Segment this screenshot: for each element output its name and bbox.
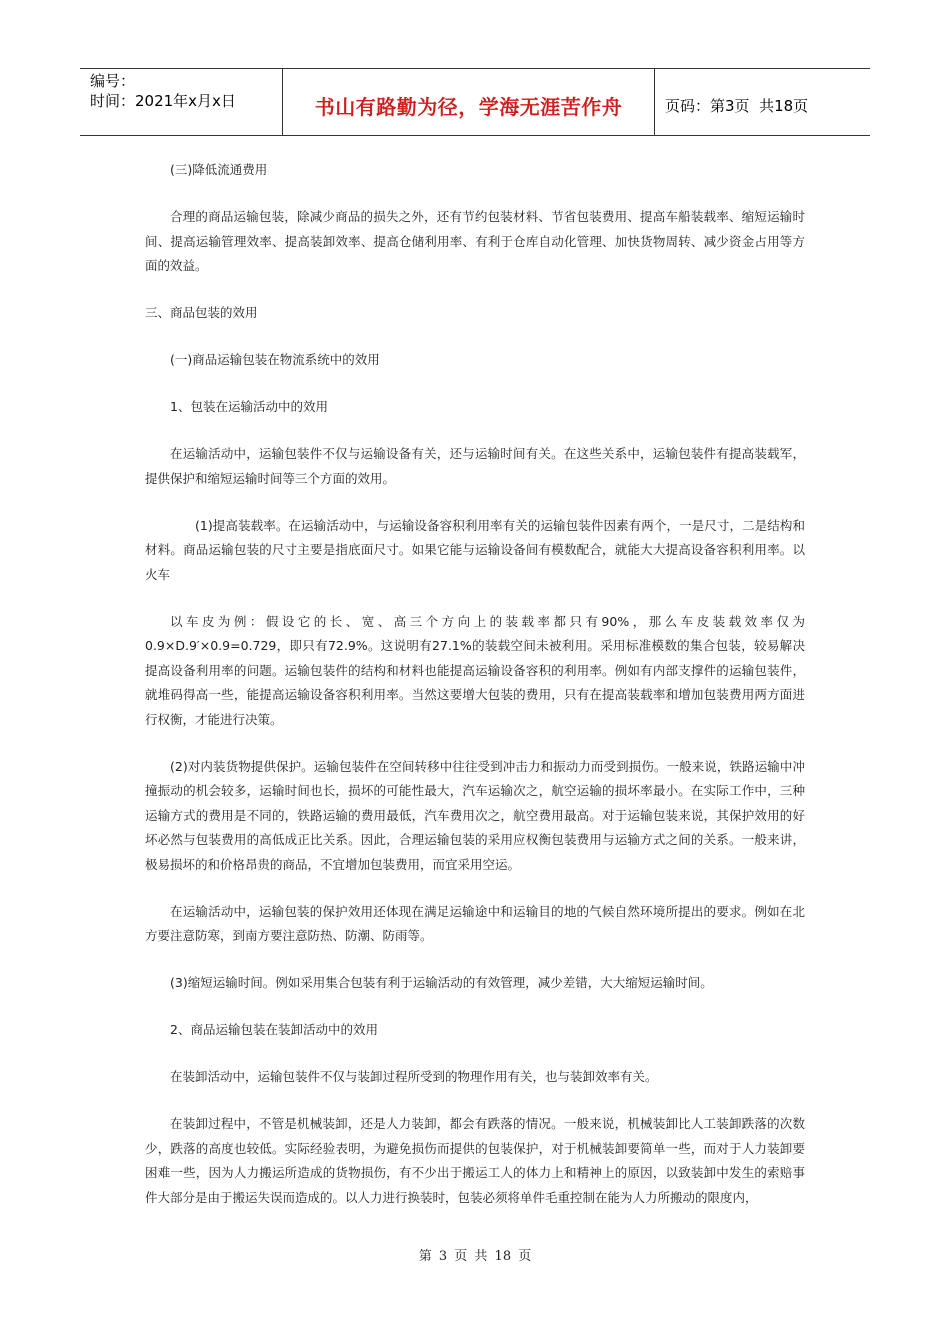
body-paragraph: (2)对内装货物提供保护。运输包装件在空间转移中往往受到冲击力和振动力而受到损伤。一般来说，铁路运输中冲撞振动的机会较多，运输时间也长，损坏的可能性最大，汽车运输次之，航空运输的损坏率最小。在实际工作中，三种运输方式的费用是不同的，铁路运输的费用最低，汽车费用次之，航空费用最高。对于运输包装来说，其保护效用的好坏必然与包装费用的高低成正比关系。因此，合理运输包装的采用应权衡包装费用与运输方式之间的关系。一般来讲，极易损坏的和价格昂贵的商品，不宜增加包装费用，而宜采用空运。 (145, 758, 805, 872)
document-body (145, 158, 805, 1233)
body-paragraph: 以车皮为例：假设它的长、宽、高三个方向上的装载率都只有90%，那么车皮装载效率仅为0.9×D.9′×0.9=0.729，即只有72.9%。这说明有27.1%的装载空间未被利用。采用标准模数的集合包装，较易解决提高设备利用率的问题。运输包装件的结构和材料也能提高运输设备容积的利用率。例如有内部支撑件的运输包装件，就堆码得高一些，能提高运输设备容积利用率。当然这要增大包装的费用，只有在提高装载率和增加包装费用两方面进行权衡，才能进行决策。 (145, 613, 805, 727)
body-paragraph: 在装卸活动中，运输包装件不仅与装卸过程所受到的物理作用有关，也与装卸效率有关。 (170, 1069, 658, 1084)
header-page-cell (655, 69, 870, 135)
body-paragraph: (1)提高装载率。在运输活动中，与运输设备容积利用率有关的运输包装件因素有两个，一是尺寸，二是结构和材料。商品运输包装的尺寸主要是指底面尺寸。如果它能与运输设备间有模数配合，就能大大提高设备容积利用率。以火车 (145, 517, 805, 582)
body-paragraph: (3)缩短运输时间。例如采用集合包装有利于运输活动的有效管理，减少差错，大大缩短运输时间。 (170, 975, 713, 990)
body-paragraph: 合理的商品运输包装，除减少商品的损失之外，还有节约包装材料、节省包装费用、提高车船装载率、缩短运输时间、提高运输管理效率、提高装卸效率、提高仓储利用率、有利于仓库自动化管理、加快货物周转、减少资金占用等方面的效益。 (145, 209, 805, 273)
serial-number-label: 编号： (90, 72, 136, 90)
header-motto-cell (282, 69, 655, 135)
page-number-label: 页码：第3页 共18页 (665, 96, 809, 115)
motto-text: 书山有路勤为径，学海无涯苦作舟 (314, 94, 623, 119)
section-heading: (一)商品运输包装在物流系统中的效用 (170, 352, 380, 367)
section-heading: (三)降低流通费用 (170, 162, 268, 177)
section-heading: 2、商品运输包装在装卸活动中的效用 (170, 1022, 378, 1037)
page-footer: 第 3 页 共 18 页 (418, 1249, 532, 1264)
body-paragraph: 在装卸过程中，不管是机械装卸，还是人力装卸，都会有跌落的情况。一般来说，机械装卸比人工装卸跌落的次数少，跌落的高度也较低。实际经验表明，为避免损伤而提供的包装保护，对于机械装卸要简单一些，而对于人力装卸要困难一些，因为人力搬运所造成的货物损伤，有不少出于搬运工人的体力上和精神上的原因，以致装卸中发生的索赔事件大部分是由于搬运失误而造成的。以人力进行换装时，包装必须将单件毛重控制在能为人力所搬动的限度内， (145, 1116, 805, 1205)
section-heading: 1、包装在运输活动中的效用 (170, 399, 328, 414)
body-paragraph: 在运输活动中，运输包装的保护效用还体现在满足运输途中和运输目的地的气候自然环境所提出的要求。例如在北方要注意防寒，到南方要注意防热、防潮、防雨等。 (145, 903, 805, 943)
section-heading: 三、商品包装的效用 (145, 305, 258, 320)
body-paragraph: 在运输活动中，运输包装件不仅与运输设备有关，还与运输时间有关。在这些关系中，运输包装件有提高装载军，提供保护和缩短运输时间等三个方面的效用。 (145, 446, 805, 486)
date-label: 时间：2021年x月x日 (90, 92, 236, 110)
header-info-cell (80, 69, 282, 135)
page-header (80, 68, 870, 136)
